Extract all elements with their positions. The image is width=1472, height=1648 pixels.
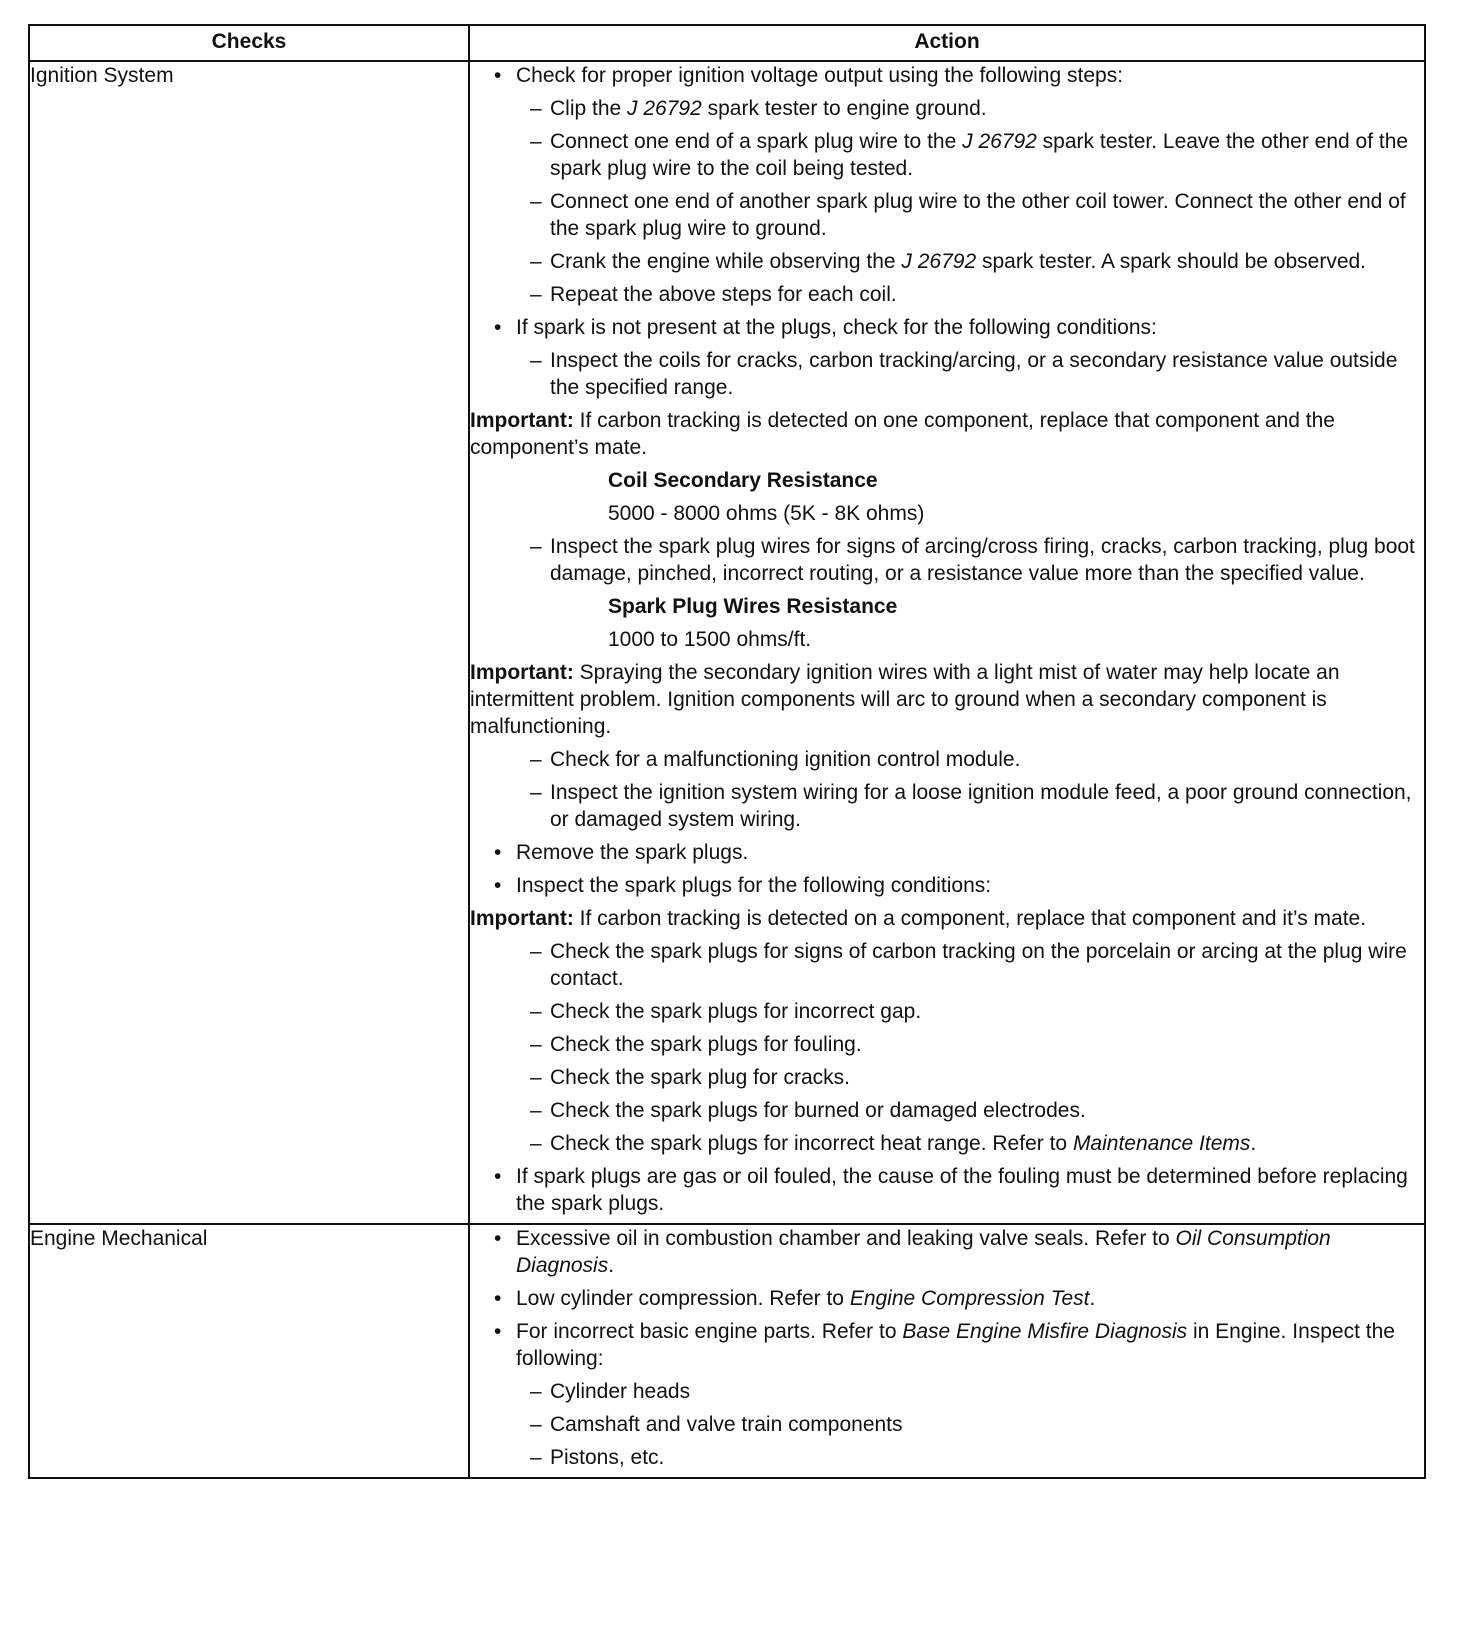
dash-item: – Repeat the above steps for each coil.: [470, 281, 1424, 308]
important-note: Important: If carbon tracking is detected on one component, replace that component and the component’s mate.: [470, 409, 1335, 459]
dash-item: – Inspect the spark plug wires for signs of arcing/cross firing, cracks, carbon tracking, plug boot damage, pinched, incorrect routing, or a resistance value more than the specified value.: [470, 533, 1424, 587]
dash-item: – Inspect the coils for cracks, carbon tracking/arcing, or a secondary resistance value outside the specified range.: [470, 347, 1424, 401]
important-label: Important:: [470, 661, 574, 684]
reference-text: Maintenance Items: [1072, 1132, 1251, 1155]
important-note: Important: Spraying the secondary ignition wires with a light mist of water may help locate an intermittent problem. Ignition components will arc to ground when a secondary component is malfunctioning.: [470, 661, 1340, 738]
checks-cell: [29, 1224, 469, 1478]
dash-item: – Crank the engine while observing the J 26792 spark tester. A spark should be observed.: [470, 248, 1424, 275]
reference-text: J 26792: [627, 97, 702, 120]
dash-item: – Camshaft and valve train components: [470, 1411, 1424, 1438]
reference-text: J 26792: [901, 250, 977, 273]
header-action: Action: [469, 25, 1425, 61]
dash-item: – Check for a malfunctioning ignition control module.: [470, 746, 1424, 773]
bullet-item: • For incorrect basic engine parts. Refer to Base Engine Misfire Diagnosis in Engine. Inspect the following:: [470, 1318, 1424, 1372]
bullet-item: • Low cylinder compression. Refer to Engine Compression Test.: [470, 1285, 1424, 1312]
important-note: Important: If carbon tracking is detected on a component, replace that component and it’s mate.: [470, 907, 1367, 930]
bullet-item: • Remove the spark plugs.: [470, 839, 1424, 866]
dash-item: – Check the spark plugs for fouling.: [470, 1031, 1424, 1058]
bullet-item: • Inspect the spark plugs for the following conditions:: [470, 872, 1424, 899]
dash-item: – Check the spark plugs for signs of carbon tracking on the porcelain or arcing at the plug wire contact.: [470, 938, 1424, 992]
important-label: Important:: [470, 907, 574, 930]
bullet-item: • If spark is not present at the plugs, check for the following conditions:: [470, 314, 1424, 341]
spec-value: 1000 to 1500 ohms/ft.: [608, 628, 812, 651]
reference-text: Base Engine Misfire Diagnosis: [902, 1320, 1188, 1343]
bullet-item: • Excessive oil in combustion chamber and leaking valve seals. Refer to Oil Consumption Diagnosis.: [470, 1225, 1424, 1279]
dash-item: – Check the spark plugs for incorrect gap.: [470, 998, 1424, 1025]
table-row: [29, 1224, 1425, 1478]
checks-cell: [29, 61, 469, 1224]
spec-heading: Spark Plug Wires Resistance: [608, 595, 898, 618]
dash-item: – Clip the J 26792 spark tester to engine ground.: [470, 95, 1424, 122]
checks-label: Mechanical: [95, 1227, 208, 1250]
dash-item: – Connect one end of a spark plug wire to the J 26792 spark tester. Leave the other end of the spark plug wire to the coil being tested.: [470, 128, 1424, 182]
reference-text: J 26792: [962, 130, 1037, 153]
table-header-row: [29, 25, 1425, 61]
bullet-item: • If spark plugs are gas or oil fouled, the cause of the fouling must be determined before replacing the spark plugs.: [470, 1163, 1424, 1217]
checks-action-table: [28, 24, 1426, 1479]
dash-item: – Check the spark plugs for burned or damaged electrodes.: [470, 1097, 1424, 1124]
checks-label: Ignition System: [30, 64, 174, 87]
important-label: Important:: [470, 409, 574, 432]
table-row: [29, 61, 1425, 1224]
header-checks: Checks: [29, 25, 469, 61]
reference-text: Engine Compression Test: [849, 1287, 1090, 1310]
spec-heading: Coil Secondary Resistance: [608, 469, 878, 492]
action-cell: [469, 61, 1425, 1224]
dash-item: – Inspect the ignition system wiring for a loose ignition module feed, a poor ground connection, or damaged system wiring.: [470, 779, 1424, 833]
bullet-item: • Check for proper ignition voltage output using the following steps:: [470, 62, 1424, 89]
checks-label-bold: Engine: [30, 1227, 96, 1250]
reference-text: Oil Consumption Diagnosis: [516, 1227, 1331, 1277]
dash-item: – Check the spark plugs for incorrect heat range. Refer to Maintenance Items.: [470, 1130, 1424, 1157]
spec-value: 5000 - 8000 ohms (5K - 8K ohms): [608, 502, 925, 525]
action-cell: [469, 1224, 1425, 1478]
dash-item: – Check the spark plug for cracks.: [470, 1064, 1424, 1091]
dash-item: – Pistons, etc.: [470, 1444, 1424, 1471]
dash-item: – Connect one end of another spark plug wire to the other coil tower. Connect the other end of the spark plug wire to ground.: [470, 188, 1424, 242]
dash-item: – Cylinder heads: [470, 1378, 1424, 1405]
